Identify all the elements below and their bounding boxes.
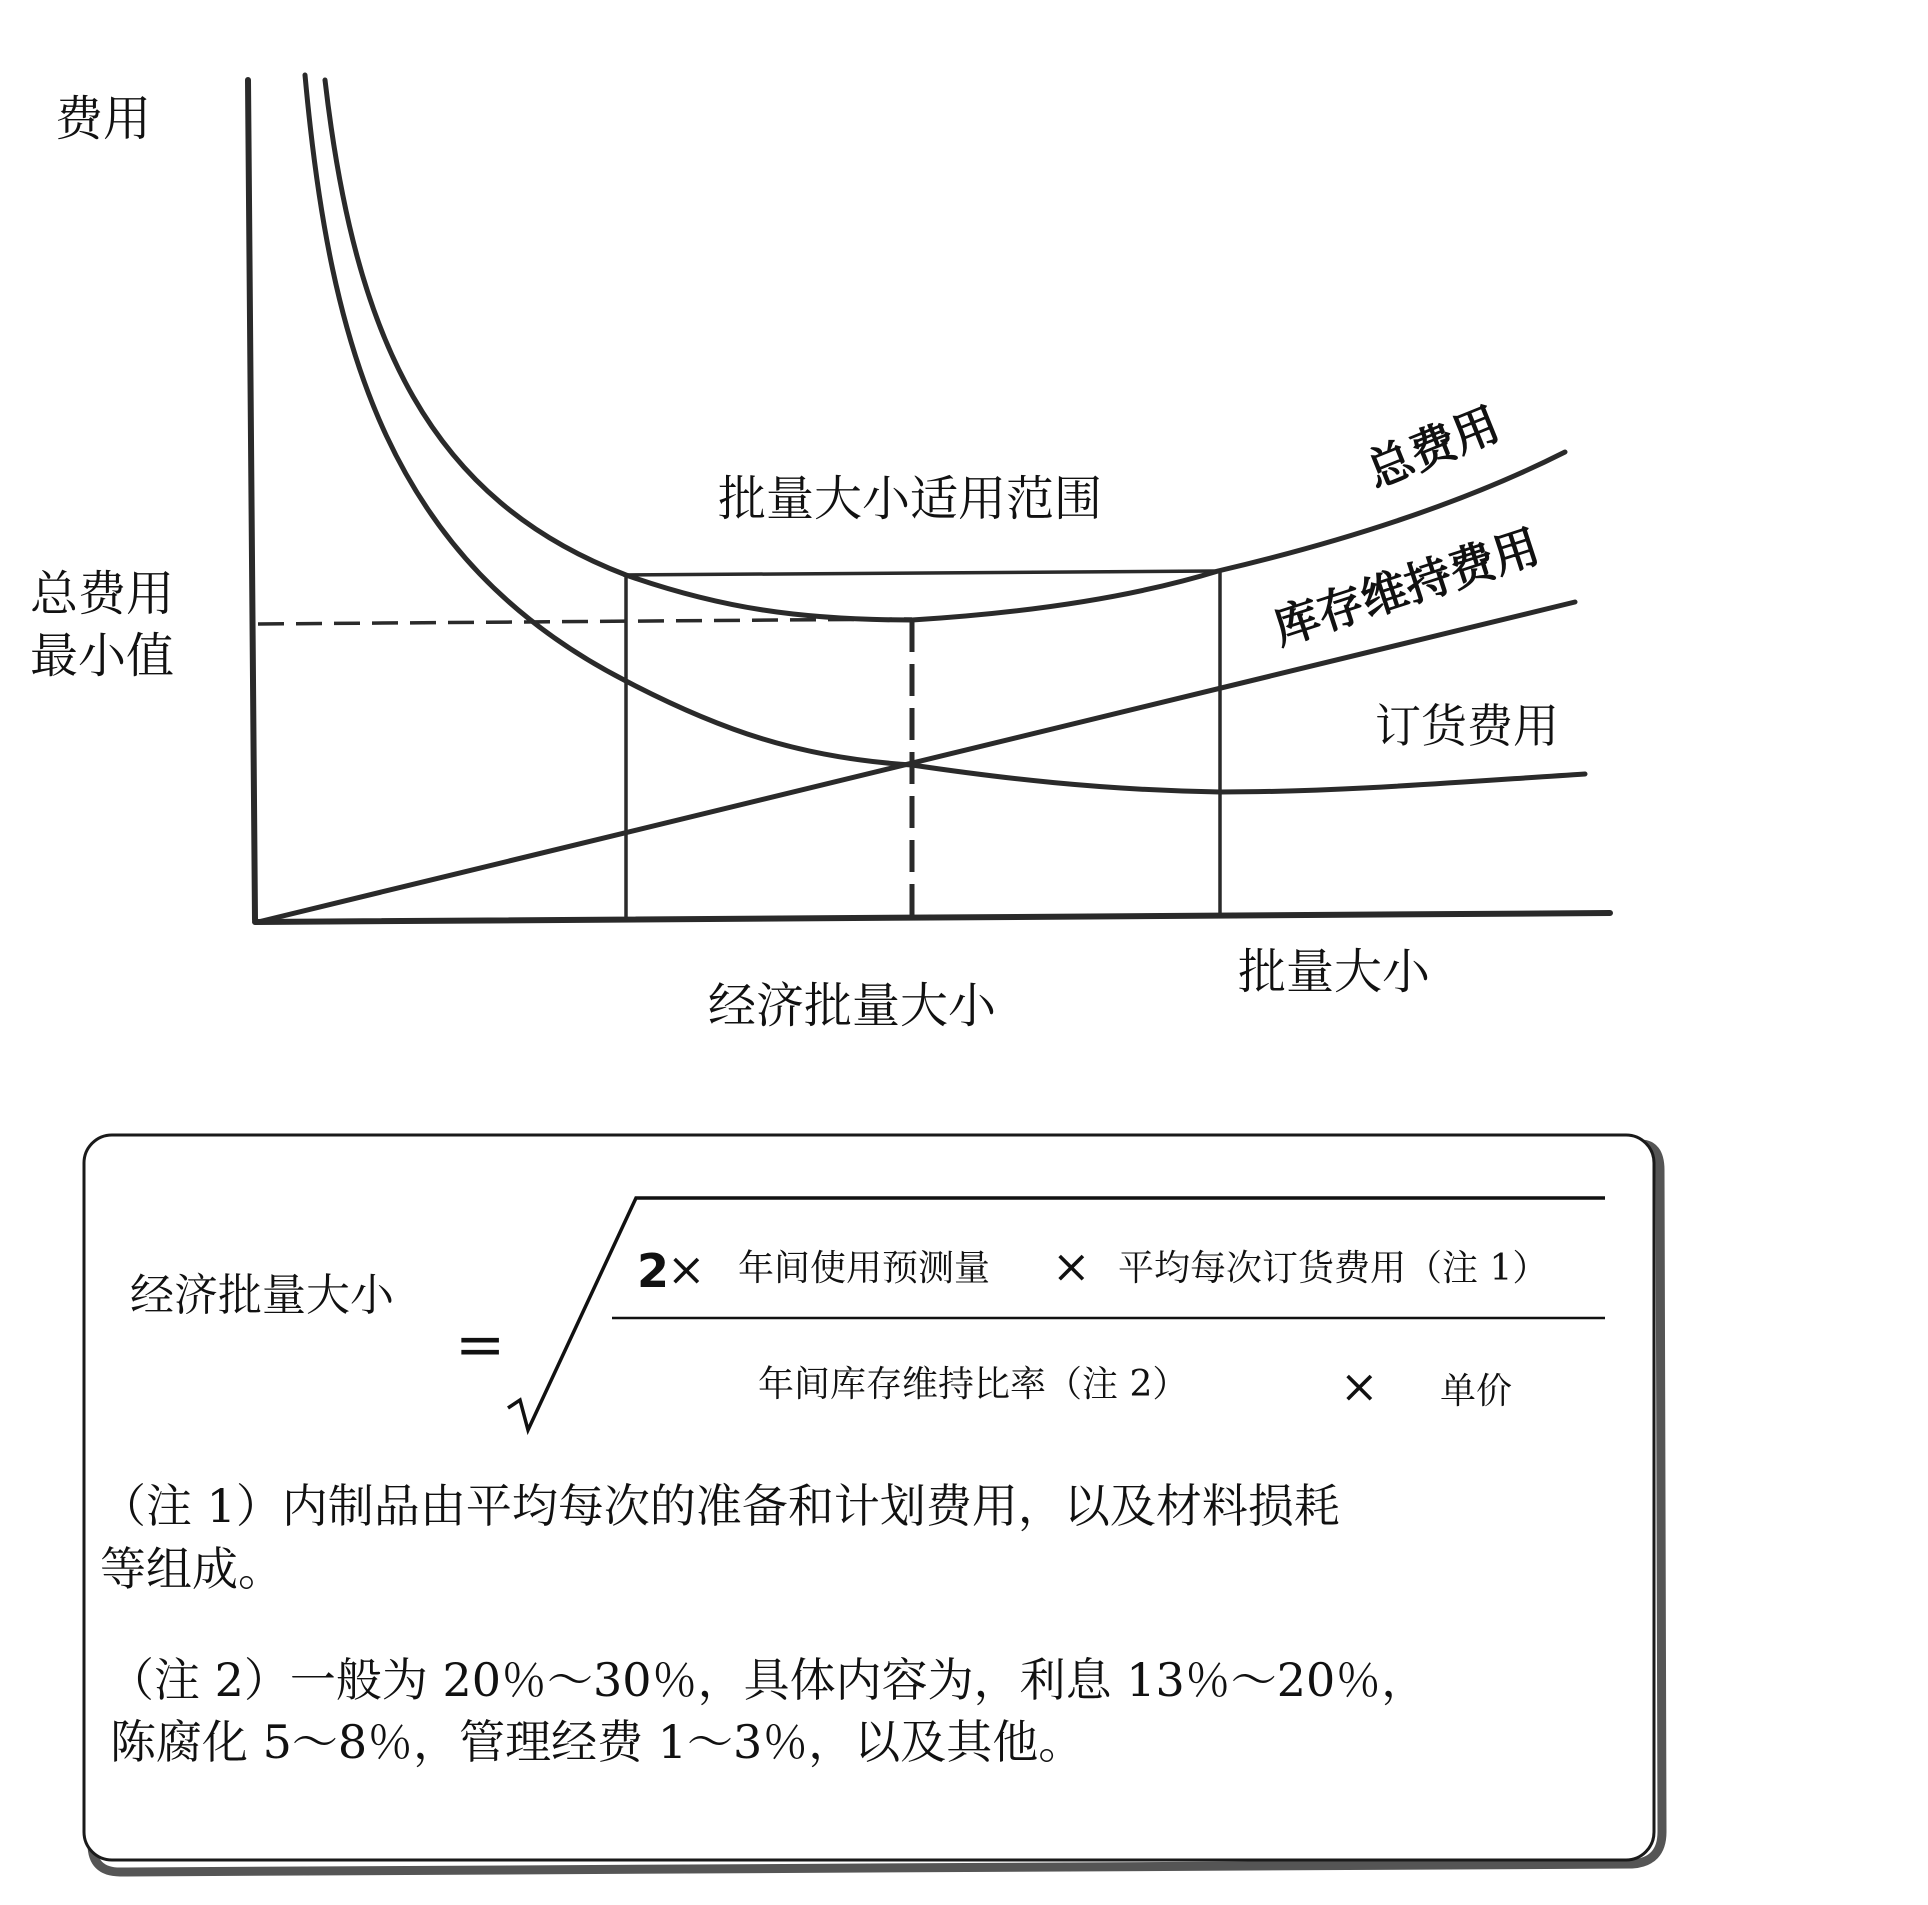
formula-lhs: 经济批量大小 (130, 1270, 394, 1321)
y-axis-label: 费用 (55, 91, 152, 147)
curve-label-total: 总费用 (1358, 396, 1508, 499)
note2-line1: （注 2）一般为 20％～30％，具体内容为，利息 13％～20％， (108, 1653, 1428, 1707)
holding-cost-curve (258, 602, 1575, 922)
note1-line2: 等组成。 (100, 1542, 284, 1596)
note1-line1: （注 1）内制品由平均每次的准备和计划费用，以及材料损耗 (100, 1479, 1340, 1533)
y-axis (248, 80, 255, 920)
eoq-label: 经济批量大小 (708, 978, 997, 1034)
curve-label-holding: 库存维持费用 (1266, 518, 1546, 656)
denominator-term1: 年间库存维持比率（注 2） (758, 1364, 1189, 1405)
x-axis-label: 批量大小 (1238, 944, 1431, 1000)
note2-line2: 陈腐化 5～8％，管理经费 1～3％，以及其他。 (110, 1715, 1085, 1769)
cost-chart (30, 75, 1610, 1034)
min-total-label-line1: 总费用 (30, 566, 175, 622)
denominator-term2: 单价 (1440, 1371, 1513, 1412)
range-label: 批量大小适用范围 (718, 471, 1103, 527)
times-icon: × (1340, 1359, 1379, 1413)
min-total-dashed-line (258, 619, 912, 624)
total-cost-curve (325, 80, 1565, 620)
x-axis (255, 913, 1610, 922)
times-icon: × (667, 1242, 706, 1296)
times-icon: × (1052, 1239, 1091, 1293)
formula-equals: = (455, 1310, 506, 1380)
numerator-term1: 年间使用预测量 (738, 1248, 991, 1289)
curve-label-ordering: 订货费用 (1375, 699, 1559, 753)
range-top-line (623, 571, 1218, 575)
numerator-term2: 平均每次订货费用（注 1） (1118, 1248, 1549, 1289)
numerator-factor: 2 (637, 1244, 670, 1298)
formula-box (84, 1135, 1662, 1872)
min-total-label-line2: 最小值 (30, 628, 175, 684)
